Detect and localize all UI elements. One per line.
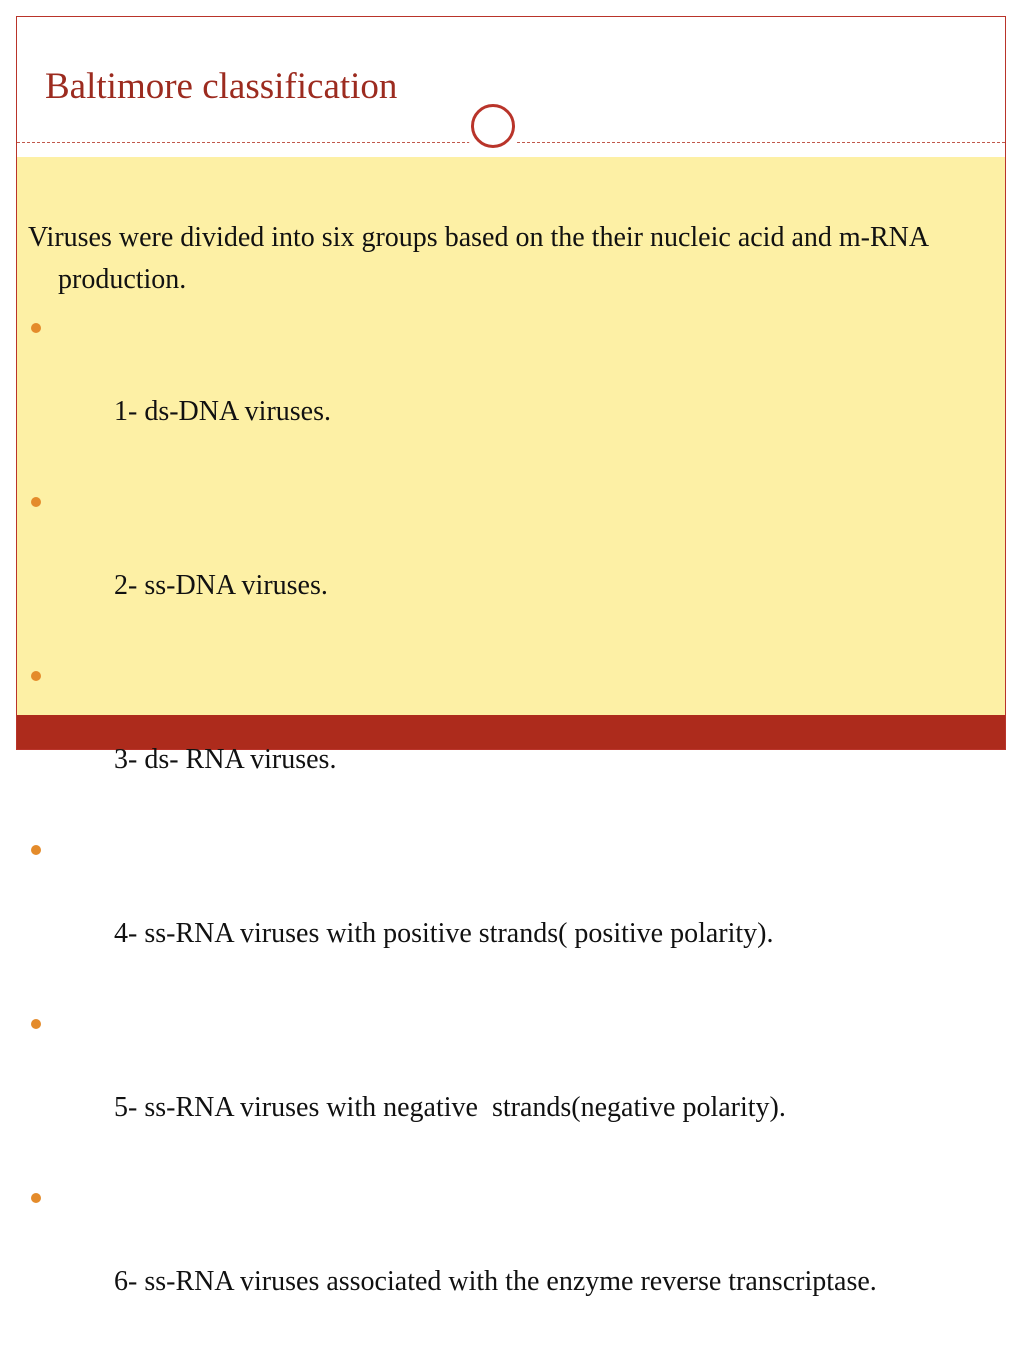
list-item (28, 655, 973, 823)
bullet-icon (31, 323, 41, 333)
bullet-icon (31, 1193, 41, 1203)
slide-body (28, 217, 973, 1351)
list-item (28, 1177, 973, 1345)
list-item-text: 5- ss-RNA viruses with negative strands(negative polarity). (114, 1092, 786, 1123)
bullet-icon (31, 671, 41, 681)
bullet-icon (31, 845, 41, 855)
bullet-list (28, 307, 973, 1345)
list-item-text: 4- ss-RNA viruses with positive strands( positive polarity). (114, 918, 774, 949)
intro-paragraph: Viruses were divided into six groups based on the their nucleic acid and m-RNA production. (28, 222, 928, 295)
list-item-text: 1- ds-DNA viruses. (114, 396, 331, 427)
list-item (28, 307, 973, 475)
list-item (28, 829, 973, 997)
list-item-text: 3- ds- RNA viruses. (114, 744, 337, 775)
bullet-icon (31, 1019, 41, 1029)
list-item-text: 6- ss-RNA viruses associated with the enzyme reverse transcriptase. (114, 1266, 877, 1297)
list-item (28, 1003, 973, 1171)
list-item-text: 2- ss-DNA viruses. (114, 570, 328, 601)
slide-title: Baltimore classification (45, 66, 398, 107)
double-ring-ornament-icon (464, 97, 522, 155)
list-item (28, 481, 973, 649)
bullet-icon (31, 497, 41, 507)
